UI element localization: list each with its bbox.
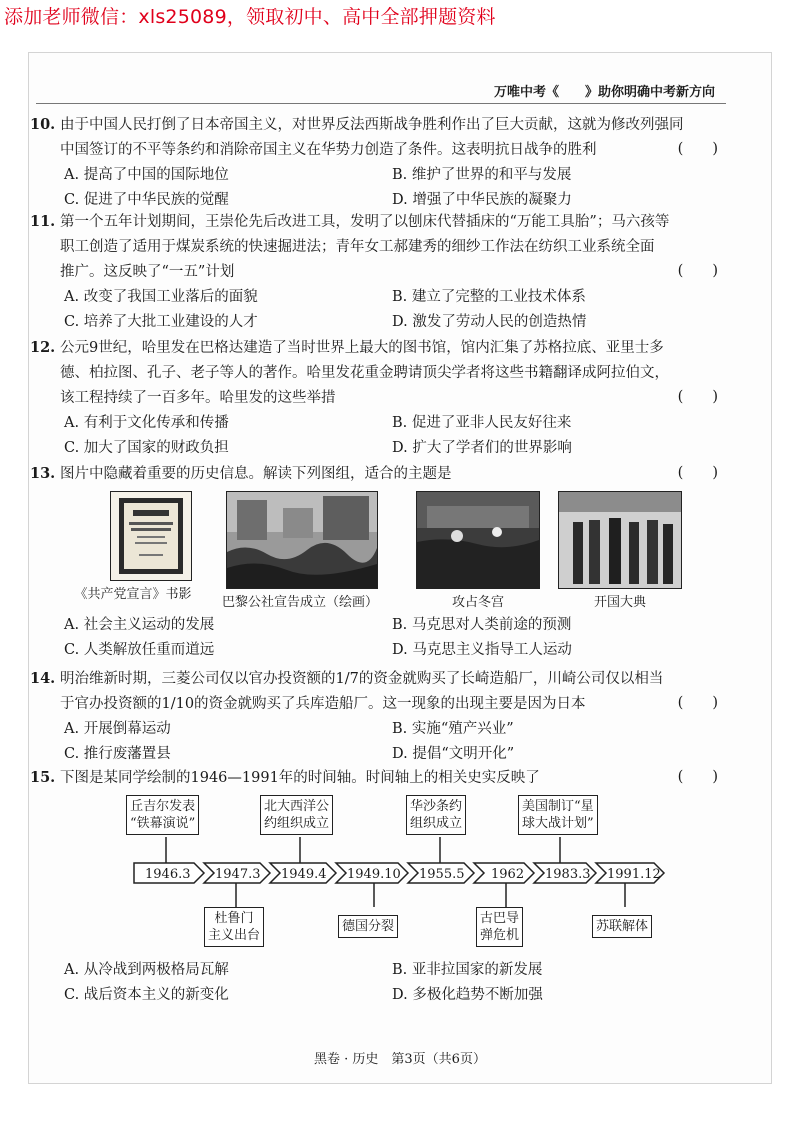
question-stem-line: 德、柏拉图、孔子、老子等人的著作。哈里发花重金聘请顶尖学者将这些书籍翻译成阿拉伯文， [60,365,669,381]
header-tag: 万唯中考《 》助你明确中考新方向 [494,85,716,100]
option-a[interactable]: A. 提高了中国的国际地位 [64,167,229,183]
question-stem-line: 该工程持续了一百多年。哈里发的这些举措 [60,390,336,406]
timeline-year: 1949.4 [281,867,327,882]
timeline-year: 1949.10 [347,867,401,882]
option-d[interactable]: D. 增强了中华民族的凝聚力 [392,192,572,208]
picture-group [30,491,730,611]
winter-palace-image [416,491,540,589]
timeline-year: 1962 [491,867,525,882]
question-10 [30,112,730,213]
answer-bracket[interactable]: ( ) [677,769,718,785]
option-a[interactable]: A. 开展倒幕运动 [64,721,171,737]
option-d[interactable]: D. 提倡“文明开化” [392,746,515,762]
header-rule [36,103,726,104]
question-14 [30,666,730,767]
timeline-event-box [518,795,598,835]
question-11 [30,209,730,335]
question-stem-line: 明治维新时期，三菱公司仅以官办投资额的1/7的资金就购买了长崎造船厂，川崎公司仅以相当 [60,671,664,687]
picture-caption: 巴黎公社宣告成立（绘画） [222,595,379,610]
picture-paris-commune [222,491,379,610]
page-footer: 黑卷 · 历史 第3页（共6页） [314,1052,486,1067]
option-d[interactable]: D. 激发了劳动人民的创造热情 [392,314,587,330]
question-12 [30,335,730,461]
timeline-event-text: 北大西洋公 [264,799,330,814]
picture-caption: 攻占冬宫 [451,595,504,610]
picture-caption: 《共产党宣言》书影 [74,587,192,602]
timeline-event-box [338,915,398,938]
option-c[interactable]: C. 培养了大批工业建设的人才 [64,314,258,330]
question-13-options [30,613,730,663]
question-stem-line: 中国签订的不平等条约和消除帝国主义在华势力创造了条件。这表明抗日战争的胜利 [60,142,597,158]
timeline-event-text: 球大战计划” [522,816,594,831]
picture-winter-palace [416,491,540,610]
option-c[interactable]: C. 促进了中华民族的觉醒 [64,192,229,208]
question-stem-line: 于官办投资额的1/10的资金就购买了兵库造船厂。这一现象的出现主要是因为日本 [60,696,586,712]
option-a[interactable]: A. 有利于文化传承和传播 [64,415,229,431]
question-number: 12. [30,339,56,356]
option-b[interactable]: B. 马克思对人类前途的预测 [392,617,572,633]
option-a[interactable]: A. 改变了我国工业落后的面貌 [64,289,258,305]
question-number: 10. [30,116,56,133]
question-stem-line: 公元9世纪，哈里发在巴格达建造了当时世界上最大的图书馆，馆内汇集了苏格拉底、亚里士多 [60,340,664,356]
question-number: 14. [30,670,56,687]
timeline-event-text: 丘吉尔发表 [130,799,196,814]
timeline-event-text: 德国分裂 [342,919,395,934]
timeline-event-box [204,907,264,947]
timeline-event-text: 组织成立 [410,816,463,831]
answer-bracket[interactable]: ( ) [677,389,718,405]
question-stem-line: 下图是某同学绘制的1946—1991年的时间轴。时间轴上的相关史实反映了 [60,770,540,786]
timeline-event-text: 约组织成立 [264,816,330,831]
timeline-event-box [126,795,199,835]
answer-bracket[interactable]: ( ) [677,141,718,157]
timeline-event-text: “铁幕演说” [130,816,196,831]
option-b[interactable]: B. 亚非拉国家的新发展 [392,962,543,978]
timeline-event-text: 弹危机 [480,928,520,943]
question-stem-line: 职工创造了适用于煤炭系统的快速掘进法；青年女工郝建秀的细纱工作法在纺织工业系统全面 [60,239,655,255]
timeline-year: 1991.12 [607,867,661,882]
timeline-event-text: 主义出台 [208,928,261,943]
timeline-event-box [260,795,333,835]
option-b[interactable]: B. 实施“殖产兴业” [392,721,514,737]
timeline-event-text: 美国制订“星 [522,799,594,814]
question-number: 11. [30,213,56,230]
timeline-event-box [592,915,652,938]
option-d[interactable]: D. 扩大了学者们的世界影响 [392,440,572,456]
answer-bracket[interactable]: ( ) [677,465,718,481]
question-number: 15. [30,769,56,786]
timeline-event-box [476,907,523,947]
timeline-event-text: 华沙条约 [410,799,463,814]
timeline-event-box [406,795,466,835]
timeline-event-text: 杜鲁门 [214,911,254,926]
timeline-year: 1983.3 [545,867,591,882]
question-stem-line: 图片中隐藏着重要的历史信息。解读下列图组，适合的主题是 [60,466,452,482]
picture-manifesto [70,491,192,602]
question-15 [30,765,730,791]
timeline-event-text: 苏联解体 [596,919,649,934]
answer-bracket[interactable]: ( ) [677,695,718,711]
option-a[interactable]: A. 从冷战到两极格局瓦解 [64,962,229,978]
option-c[interactable]: C. 人类解放任重而道远 [64,642,215,658]
option-b[interactable]: B. 促进了亚非人民友好往来 [392,415,572,431]
answer-bracket[interactable]: ( ) [677,263,718,279]
option-d[interactable]: D. 马克思主义指导工人运动 [392,642,572,658]
question-stem-line: 由于中国人民打倒了日本帝国主义，对世界反法西斯战争胜利作出了巨大贡献，这就为修改列强同 [60,117,684,133]
founding-ceremony-image [558,491,682,589]
question-stem-line: 第一个五年计划期间，王崇伦先后改进工具，发明了以刨床代替插床的“万能工具胎”；马六孩等 [60,214,670,230]
manifesto-book-image [110,491,192,581]
picture-founding-ceremony [558,491,682,610]
option-c[interactable]: C. 战后资本主义的新变化 [64,987,229,1003]
timeline-year: 1946.3 [145,867,191,882]
timeline-year: 1947.3 [215,867,261,882]
watermark-banner: 添加老师微信：xls25089，领取初中、高中全部押题资料 [4,6,496,28]
option-c[interactable]: C. 推行废藩置县 [64,746,171,762]
option-d[interactable]: D. 多极化趋势不断加强 [392,987,543,1003]
paris-commune-image [226,491,378,589]
question-13 [30,461,730,487]
question-15-options [30,958,730,1008]
picture-caption: 开国大典 [593,595,646,610]
timeline-diagram [120,795,680,955]
option-c[interactable]: C. 加大了国家的财政负担 [64,440,229,456]
timeline-year: 1955.5 [419,867,465,882]
option-b[interactable]: B. 建立了完整的工业技术体系 [392,289,586,305]
timeline-event-text: 古巴导 [480,911,520,926]
question-number: 13. [30,465,56,482]
option-a[interactable]: A. 社会主义运动的发展 [64,617,215,633]
question-stem-line: 推广。这反映了“一五”计划 [60,264,235,280]
option-b[interactable]: B. 维护了世界的和平与发展 [392,167,572,183]
